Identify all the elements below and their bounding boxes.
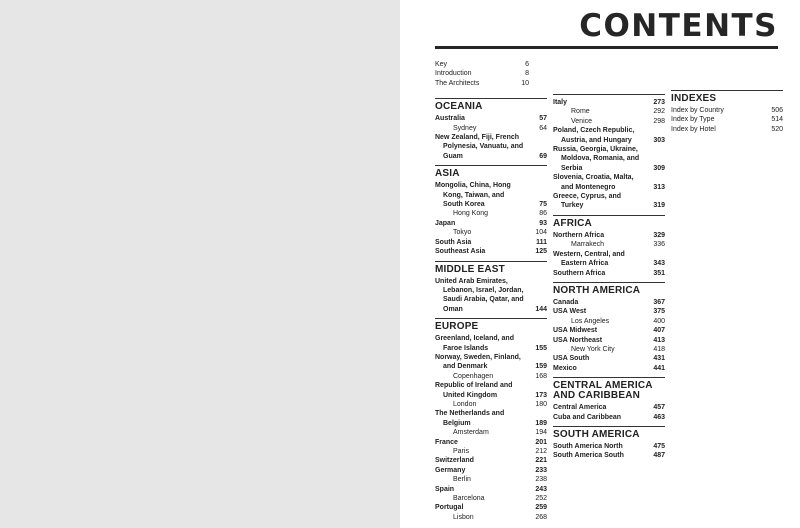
entry-name: Lisbon	[453, 513, 474, 521]
entry-page: 514	[771, 116, 783, 124]
front-matter-entry[interactable]	[435, 79, 529, 88]
toc-entry[interactable]	[435, 409, 547, 428]
entry-name: Key	[435, 61, 448, 68]
entry-page: 125	[535, 248, 547, 256]
entry-name: Tokyo	[453, 229, 472, 237]
entry-page: 75	[539, 201, 547, 209]
toc-section	[553, 94, 665, 211]
entry-page: 8	[525, 70, 529, 78]
entry-name: Cuba and Caribbean	[553, 413, 622, 421]
entry-page: 212	[535, 448, 547, 455]
entry-page: 104	[535, 229, 547, 237]
entry-name: Poland, Czech Republic, Austria, and Hungary	[553, 127, 635, 144]
toc-entry[interactable]	[435, 133, 547, 161]
entry-name: USA South	[553, 355, 590, 363]
entry-name: New York City	[571, 345, 615, 353]
entry-name: Introduction	[435, 70, 472, 78]
entry-name: USA West	[553, 308, 587, 316]
entry-page: 243	[535, 485, 547, 493]
entry-name: Mexico	[553, 364, 577, 372]
section-heading: NORTH AMERICA	[553, 282, 665, 298]
entry-name: Rome	[571, 108, 590, 116]
page-title: CONTENTS	[579, 8, 778, 44]
toc-section	[435, 98, 547, 161]
entry-page: 313	[653, 183, 665, 191]
entry-page: 111	[536, 238, 547, 246]
toc-entry[interactable]	[435, 428, 547, 437]
toc-entry[interactable]	[553, 250, 665, 269]
toc-entry[interactable]	[553, 107, 665, 116]
entry-name: United Arab Emirates, Lebanon, Israel, Jordan, Saudi Arabia, Qatar, and Oman	[435, 277, 524, 313]
toc-entry[interactable]	[435, 277, 547, 315]
entry-page: 159	[535, 363, 547, 371]
toc-entry[interactable]	[553, 413, 665, 422]
entry-name: Spain	[435, 485, 455, 493]
entry-page: 144	[535, 305, 547, 313]
entry-name: Italy	[553, 99, 568, 106]
toc-entry[interactable]	[553, 345, 665, 354]
entry-page: 6	[525, 61, 529, 68]
toc-entry[interactable]	[553, 451, 665, 460]
section-heading: EUROPE	[435, 318, 547, 334]
toc-entry[interactable]	[553, 98, 665, 107]
entry-page: 506	[771, 107, 783, 114]
toc-entry[interactable]	[435, 238, 547, 247]
toc-entry[interactable]	[435, 513, 547, 522]
toc-entry[interactable]	[671, 115, 783, 124]
entry-name: Republic of Ireland and United Kingdom	[435, 382, 513, 399]
entry-name: Paris	[453, 448, 469, 455]
toc-entry[interactable]	[435, 372, 547, 381]
entry-name: Northern Africa	[553, 231, 605, 239]
entry-name: Central America	[553, 404, 607, 412]
toc-column-2	[553, 94, 665, 465]
entry-page: 520	[771, 125, 783, 133]
toc-entry[interactable]	[553, 240, 665, 249]
entry-page: 259	[535, 504, 547, 512]
entry-page: 475	[653, 442, 665, 450]
toc-column-1-sections	[435, 98, 547, 522]
entry-name: Slovenia, Croatia, Malta, and Montenegro	[553, 174, 634, 191]
entry-page: 173	[535, 391, 547, 399]
entry-name: Portugal	[435, 504, 464, 512]
entry-page: 400	[653, 317, 665, 325]
entry-name: Marrakech	[571, 241, 605, 249]
toc-entry[interactable]	[553, 231, 665, 240]
entry-page: 189	[535, 419, 547, 427]
entry-name: Index by Hotel	[671, 125, 716, 133]
toc-entry[interactable]	[553, 336, 665, 345]
entry-page: 487	[653, 452, 665, 460]
toc-entry[interactable]	[435, 381, 547, 400]
entry-page: 238	[535, 476, 547, 484]
toc-entry[interactable]	[435, 219, 547, 228]
toc-entry[interactable]	[671, 106, 783, 115]
toc-entry[interactable]	[435, 494, 547, 503]
entry-name: Southeast Asia	[435, 248, 486, 256]
entry-name: Switzerland	[435, 457, 474, 465]
entry-name: The Architects	[435, 79, 480, 87]
contents-page	[400, 0, 800, 528]
toc-entry[interactable]	[553, 173, 665, 192]
toc-column-3-sections	[671, 90, 783, 134]
entry-page: 221	[535, 457, 547, 465]
section-heading: OCEANIA	[435, 98, 547, 114]
toc-entry[interactable]	[435, 334, 547, 353]
entry-page: 319	[653, 202, 665, 210]
entry-page: 64	[539, 124, 547, 132]
entry-page: 375	[653, 308, 665, 316]
toc-entry[interactable]	[435, 447, 547, 456]
toc-entry[interactable]	[435, 209, 547, 218]
entry-name: Berlin	[453, 476, 471, 484]
toc-entry[interactable]	[435, 503, 547, 512]
toc-section	[435, 165, 547, 256]
title-rule	[435, 46, 778, 49]
front-matter-list	[435, 60, 547, 88]
section-heading: INDEXES	[671, 90, 783, 106]
entry-page: 343	[653, 260, 665, 268]
entry-name: USA Northeast	[553, 336, 603, 344]
toc-entry[interactable]	[553, 354, 665, 363]
toc-column-1	[435, 60, 547, 526]
toc-entry[interactable]	[553, 269, 665, 278]
entry-name: France	[435, 438, 458, 446]
entry-page: 407	[653, 327, 665, 335]
entry-page: 298	[653, 117, 665, 125]
toc-entry[interactable]	[435, 475, 547, 484]
entry-page: 69	[539, 152, 547, 160]
toc-entry[interactable]	[435, 353, 547, 372]
entry-page: 441	[653, 364, 665, 372]
entry-name: Japan	[435, 219, 456, 227]
toc-column-3	[671, 90, 783, 138]
entry-name: Greece, Cyprus, and Turkey	[553, 193, 622, 210]
toc-entry[interactable]	[553, 326, 665, 335]
toc-entry[interactable]	[553, 126, 665, 145]
entry-name: Australia	[435, 115, 465, 123]
entry-page: 194	[535, 429, 547, 437]
entry-name: Index by Country	[671, 107, 724, 114]
toc-section	[671, 90, 783, 134]
section-heading: AFRICA	[553, 215, 665, 231]
entry-name: Russia, Georgia, Ukraine, Moldova, Romania, and Serbia	[553, 146, 640, 172]
entry-page: 168	[535, 372, 547, 380]
entry-name: New Zealand, Fiji, French Polynesia, Vanuatu, and Guam	[435, 134, 524, 160]
entry-page: 273	[653, 99, 665, 106]
toc-entry[interactable]	[553, 364, 665, 373]
entry-name: Southern Africa	[553, 269, 606, 277]
toc-section	[435, 318, 547, 522]
toc-section	[553, 282, 665, 373]
toc-entry[interactable]	[435, 247, 547, 256]
entry-name: Sydney	[453, 124, 477, 132]
entry-name: Barcelona	[453, 495, 485, 503]
entry-page: 431	[653, 355, 665, 363]
toc-entry[interactable]	[435, 228, 547, 237]
entry-page: 303	[653, 136, 665, 144]
toc-entry[interactable]	[435, 181, 547, 209]
entry-name: South America North	[553, 442, 623, 450]
front-matter-entry[interactable]	[435, 60, 529, 69]
entry-page: 457	[653, 404, 665, 412]
toc-entry[interactable]	[553, 145, 665, 173]
toc-entry[interactable]	[553, 298, 665, 307]
toc-entry[interactable]	[435, 456, 547, 465]
entry-page: 86	[539, 210, 547, 218]
toc-entry[interactable]	[553, 117, 665, 126]
entry-page: 463	[653, 413, 665, 421]
toc-entry[interactable]	[435, 438, 547, 447]
entry-name: Copenhagen	[453, 372, 494, 380]
entry-page: 93	[539, 219, 547, 227]
toc-entry[interactable]	[553, 192, 665, 211]
entry-name: Norway, Sweden, Finland, and Denmark	[435, 353, 521, 371]
entry-name: Mongolia, China, Hong Kong, Taiwan, and South Korea	[435, 182, 511, 209]
entry-name: South Asia	[435, 238, 472, 246]
entry-page: 336	[653, 241, 665, 249]
entry-name: London	[453, 400, 477, 408]
entry-page: 252	[535, 495, 547, 503]
entry-page: 180	[535, 400, 547, 408]
entry-name: South America South	[553, 452, 624, 460]
entry-name: The Netherlands and Belgium	[435, 410, 505, 427]
entry-page: 268	[535, 513, 547, 521]
toc-entry[interactable]	[435, 466, 547, 475]
section-heading: MIDDLE EAST	[435, 261, 547, 277]
toc-column-2-sections	[553, 94, 665, 461]
entry-name: Germany	[435, 466, 466, 474]
entry-page: 10	[521, 79, 529, 87]
toc-entry[interactable]	[435, 400, 547, 409]
entry-page: 292	[653, 108, 665, 116]
entry-page: 155	[535, 344, 547, 352]
toc-section	[435, 261, 547, 315]
toc-entry[interactable]	[435, 485, 547, 494]
entry-page: 233	[535, 466, 547, 474]
entry-name: Amsterdam	[453, 429, 489, 437]
toc-section	[553, 215, 665, 278]
toc-entry[interactable]	[553, 317, 665, 326]
toc-entry[interactable]	[553, 403, 665, 412]
toc-section	[553, 377, 665, 422]
section-heading: CENTRAL AMERICA AND CARIBBEAN	[553, 377, 665, 403]
entry-page: 309	[653, 164, 665, 172]
entry-page: 329	[653, 231, 665, 239]
toc-entry[interactable]	[435, 114, 547, 123]
entry-name: Canada	[553, 298, 579, 306]
toc-section	[553, 426, 665, 461]
toc-entry[interactable]	[553, 442, 665, 451]
entry-page: 413	[653, 336, 665, 344]
toc-entry[interactable]	[435, 124, 547, 133]
section-heading: SOUTH AMERICA	[553, 426, 665, 442]
entry-page: 418	[653, 345, 665, 353]
entry-name: Western, Central, and Eastern Africa	[553, 250, 625, 268]
toc-entry[interactable]	[553, 307, 665, 316]
entry-page: 201	[535, 438, 547, 446]
entry-page: 57	[539, 115, 547, 123]
entry-name: Greenland, Iceland, and Faroe Islands	[435, 335, 514, 352]
section-heading: ASIA	[435, 165, 547, 181]
entry-name: USA Midwest	[553, 327, 598, 335]
entry-name: Venice	[571, 117, 593, 125]
entry-page: 351	[653, 269, 665, 277]
entry-name: Hong Kong	[453, 210, 489, 218]
front-matter-entry[interactable]	[435, 69, 529, 78]
entry-name: Los Angeles	[571, 317, 610, 325]
entry-page: 367	[653, 298, 665, 306]
toc-entry[interactable]	[671, 125, 783, 134]
entry-name: Index by Type	[671, 116, 715, 124]
